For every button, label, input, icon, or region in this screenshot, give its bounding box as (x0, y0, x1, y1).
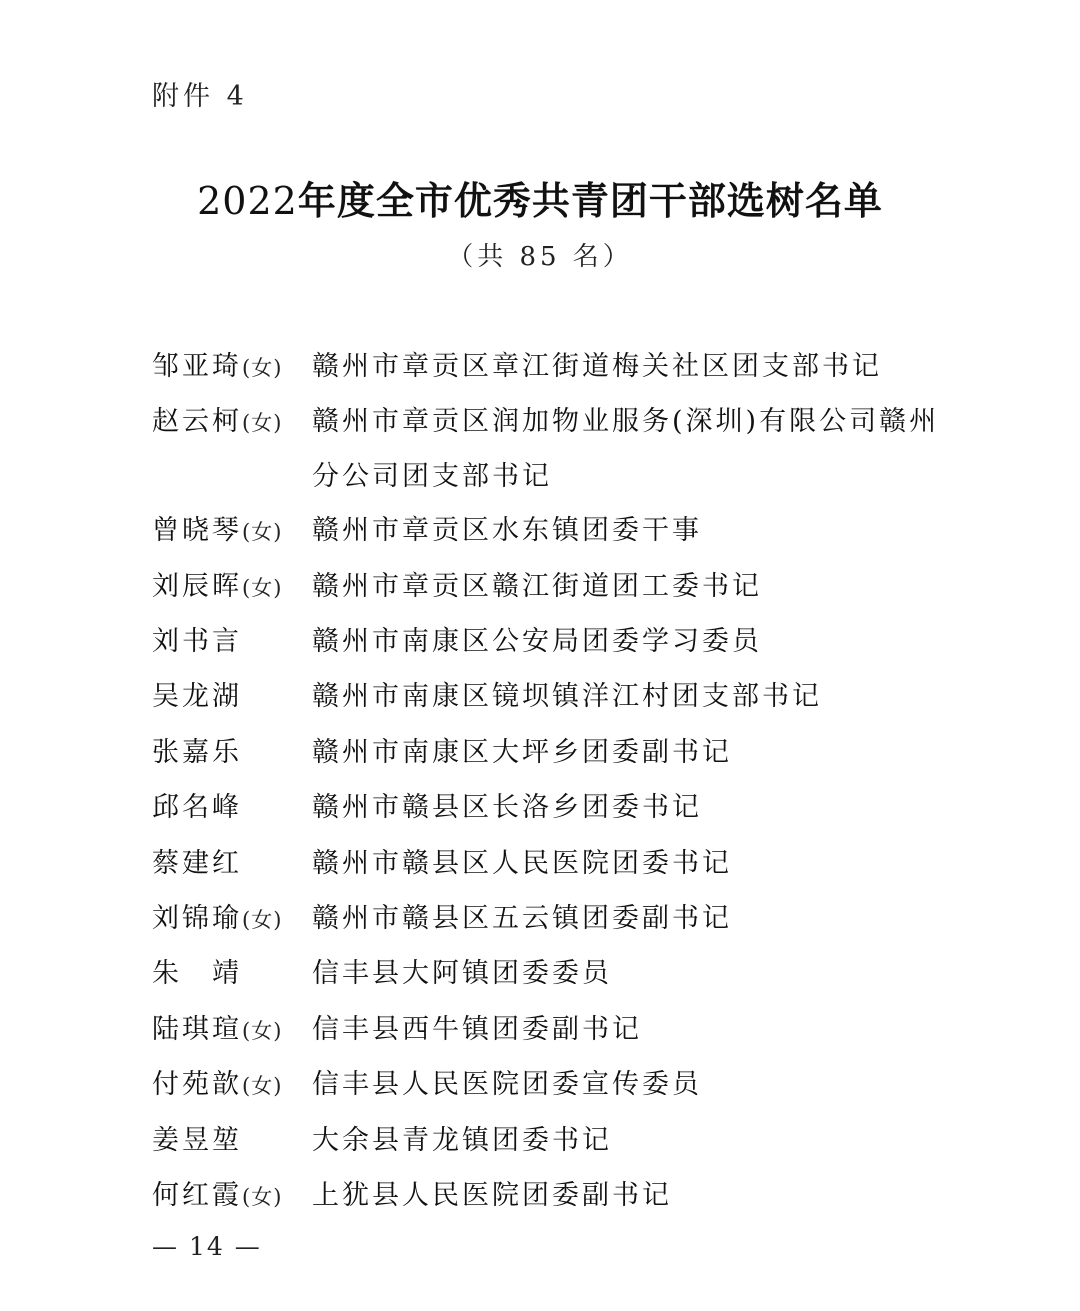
gender-note: (女) (242, 575, 283, 600)
gender-note: (女) (242, 1185, 283, 1210)
unit-line: 信丰县大阿镇团委委员 (312, 958, 612, 990)
unit-line: 赣州市章贡区水东镇团委干事 (312, 515, 702, 547)
name-cell (152, 615, 312, 670)
unit-cell (312, 395, 939, 504)
unit-line: 大余县青龙镇团委书记 (312, 1124, 612, 1156)
list-item (152, 947, 932, 1002)
unit-cell (312, 781, 932, 835)
name-cell (152, 726, 312, 781)
title-text: 年度全市优秀共青团干部选树名单 (297, 178, 883, 223)
person-name: 邹亚琦 (152, 351, 242, 382)
name-cell (152, 892, 312, 947)
person-name: 张嘉乐 (152, 736, 242, 768)
gender-note: (女) (242, 520, 283, 545)
unit-line: 信丰县西牛镇团委副书记 (312, 1013, 642, 1045)
name-cell (152, 560, 312, 615)
unit-line: 赣州市赣县区五云镇团委副书记 (312, 903, 732, 935)
name-cell (152, 1169, 312, 1224)
list-item (152, 560, 932, 615)
unit-cell (312, 892, 932, 946)
gender-note: (女) (242, 411, 283, 436)
gender-note: (女) (242, 908, 283, 933)
person-name: 何红霞 (152, 1180, 242, 1212)
unit-line: 分公司团支部书记 (312, 460, 552, 492)
list-item (152, 892, 932, 947)
name-cell (152, 1058, 312, 1113)
person-name: 刘书言 (152, 626, 242, 658)
name-cell (152, 340, 312, 395)
unit-cell (312, 1003, 932, 1057)
person-name: 陆琪瑄 (152, 1013, 242, 1045)
unit-line: 赣州市章贡区赣江街道团工委书记 (312, 570, 762, 602)
name-cell (152, 947, 312, 1002)
person-name: 刘锦瑜 (152, 903, 242, 935)
title-year: 2022 (197, 179, 298, 223)
gender-note: (女) (242, 1018, 283, 1043)
unit-line: 赣州市章贡区润加物业服务(深圳)有限公司赣州 (312, 406, 940, 438)
person-name: 刘辰晖 (152, 570, 242, 602)
unit-cell (312, 947, 932, 1001)
attachment-label: 附件 4 (152, 81, 248, 112)
unit-line: 赣州市南康区公安局团委学习委员 (312, 626, 762, 658)
unit-line: 赣州市赣县区长洛乡团委书记 (312, 792, 702, 824)
list-item (152, 615, 932, 670)
list-item (152, 1003, 932, 1058)
list-item (152, 837, 932, 892)
name-cell (152, 1003, 312, 1058)
unit-cell (312, 340, 932, 394)
unit-line: 赣州市南康区大坪乡团委副书记 (312, 736, 732, 768)
unit-cell (312, 560, 932, 614)
unit-line: 赣州市章贡区章江街道梅关社区团支部书记 (312, 351, 882, 382)
name-cell (152, 837, 312, 892)
person-name: 曾晓琴 (152, 515, 242, 547)
name-cell (152, 1114, 312, 1169)
name-cell (152, 781, 312, 836)
document-subtitle: （共 85 名） (447, 242, 633, 272)
document-title (0, 170, 1080, 225)
list-item (152, 1169, 932, 1224)
unit-line: 赣州市赣县区人民医院团委书记 (312, 847, 732, 879)
list-item (152, 504, 932, 559)
person-name: 付苑歆 (152, 1069, 242, 1101)
unit-cell (312, 1114, 932, 1168)
list-item (152, 340, 932, 395)
list-item (152, 670, 932, 725)
list-item (152, 726, 932, 781)
name-list (152, 340, 940, 1225)
unit-line: 上犹县人民医院团委副书记 (312, 1180, 672, 1212)
gender-note: (女) (242, 1074, 283, 1099)
name-cell (152, 395, 312, 450)
unit-cell (312, 1169, 932, 1223)
unit-line: 赣州市南康区镜坝镇洋江村团支部书记 (312, 681, 822, 713)
person-name: 姜昱堃 (152, 1124, 242, 1156)
unit-cell (312, 726, 932, 780)
page-number: — 14 — (152, 1232, 262, 1261)
list-item (152, 781, 932, 836)
list-item (152, 395, 940, 504)
person-name: 朱 靖 (152, 958, 242, 990)
person-name: 蔡建红 (152, 847, 242, 879)
unit-line: 信丰县人民医院团委宣传委员 (312, 1069, 702, 1101)
unit-cell (312, 1058, 932, 1112)
person-name: 邱名峰 (152, 792, 242, 824)
unit-cell (312, 837, 932, 891)
unit-cell (312, 670, 932, 724)
unit-cell (312, 504, 932, 558)
unit-cell (312, 615, 932, 669)
person-name: 吴龙湖 (152, 681, 242, 713)
gender-note: (女) (242, 356, 283, 380)
list-item (152, 1114, 932, 1169)
name-cell (152, 504, 312, 559)
name-cell (152, 670, 312, 725)
list-item (152, 1058, 932, 1113)
person-name: 赵云柯 (152, 406, 242, 438)
